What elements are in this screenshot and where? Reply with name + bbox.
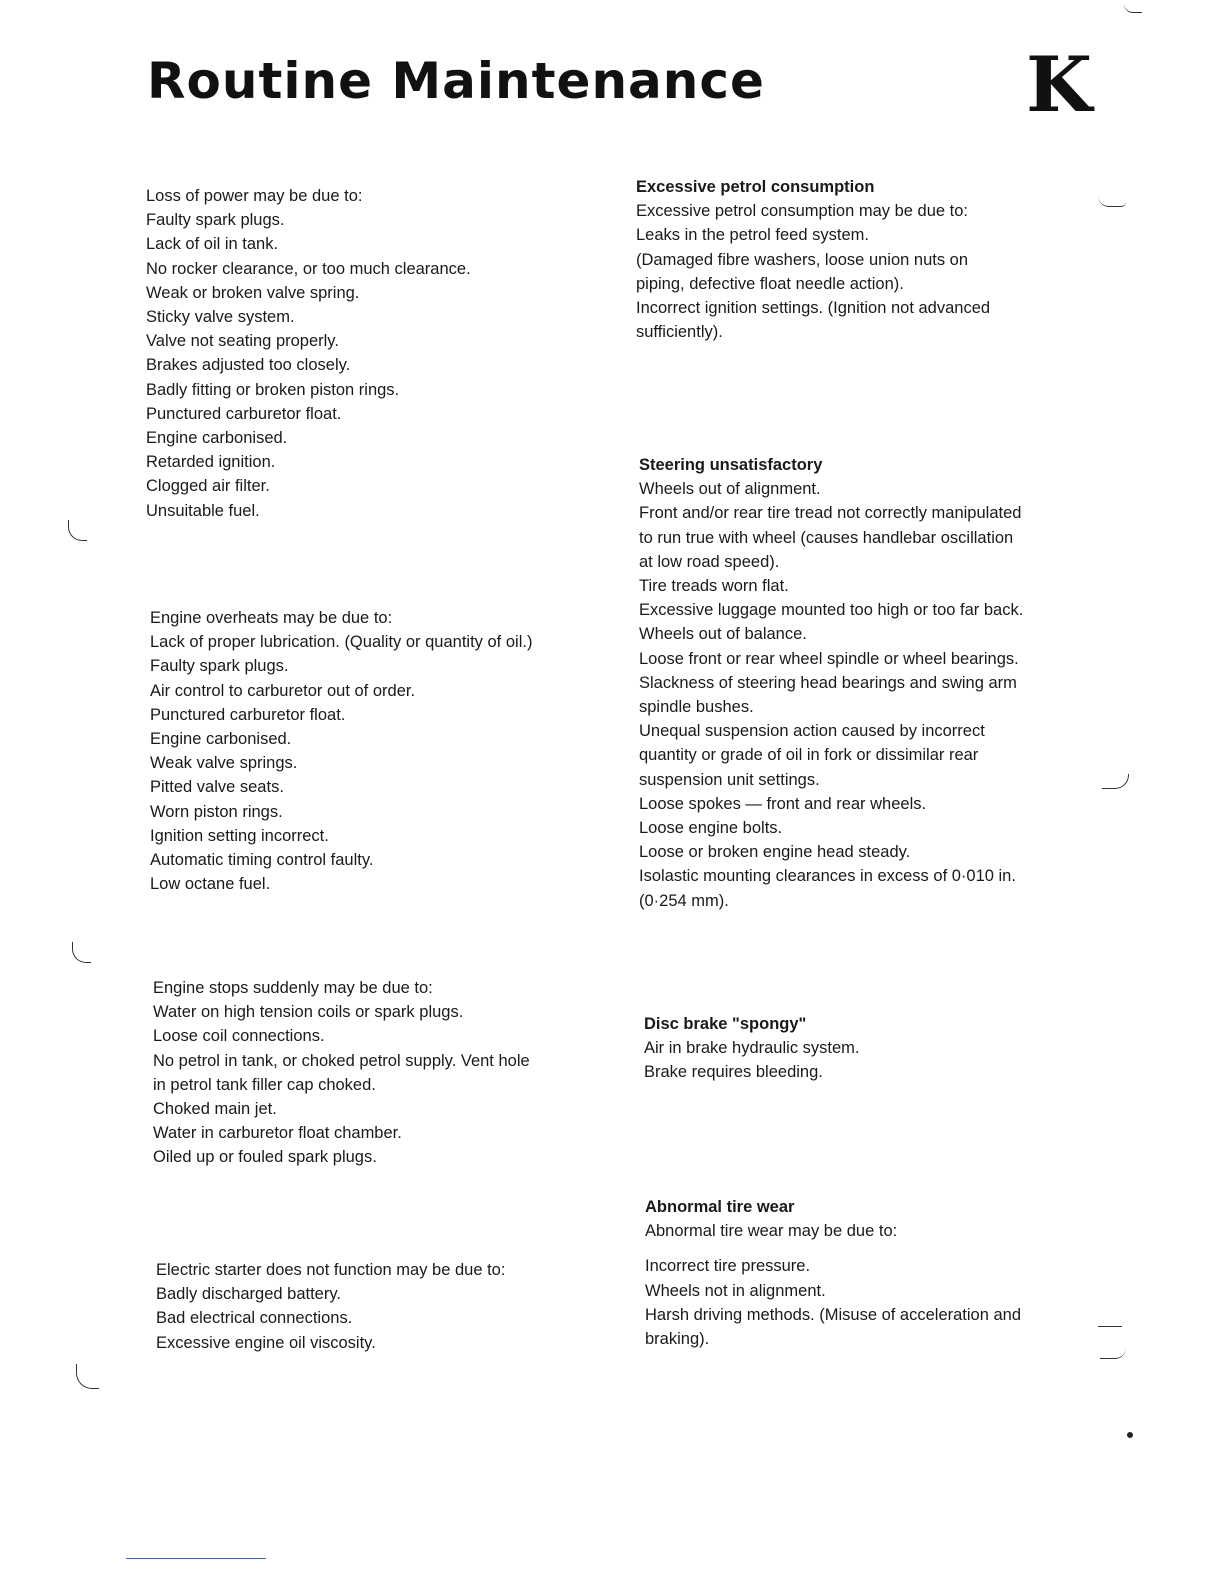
list-item: Unequal suspension action caused by incorrect bbox=[639, 722, 985, 741]
footer-rule bbox=[126, 1558, 266, 1559]
section-heading: Abnormal tire wear bbox=[645, 1198, 795, 1216]
steering-section bbox=[639, 453, 1089, 913]
list-item: Loose front or rear wheel spindle or wheel bearings. bbox=[639, 649, 1019, 668]
section-heading: Steering unsatisfactory bbox=[639, 456, 823, 474]
list-item: sufficiently). bbox=[636, 323, 723, 342]
list-item: to run true with wheel (causes handlebar oscillation bbox=[639, 528, 1014, 547]
list-item: Wheels out of alignment. bbox=[639, 480, 821, 499]
list-item: quantity or grade of oil in fork or dissimilar rear bbox=[639, 746, 979, 765]
list-item: Retarded ignition. bbox=[146, 453, 276, 472]
list-item: Water in carburetor float chamber. bbox=[153, 1124, 402, 1143]
section-intro: Abnormal tire wear may be due to: bbox=[645, 1222, 898, 1241]
list-item: Weak or broken valve spring. bbox=[146, 283, 360, 302]
list-item: Automatic timing control faulty. bbox=[150, 851, 374, 870]
scan-mark bbox=[68, 520, 87, 541]
scan-mark bbox=[1127, 1432, 1133, 1438]
list-item: (0·254 mm). bbox=[639, 891, 729, 910]
scan-mark bbox=[1098, 1326, 1122, 1327]
list-item: Pitted valve seats. bbox=[150, 778, 284, 797]
list-item: Faulty spark plugs. bbox=[146, 211, 285, 230]
loss-of-power-section bbox=[146, 184, 616, 523]
list-item: Punctured carburetor float. bbox=[146, 404, 342, 423]
abnormal-tire-wear-section bbox=[645, 1195, 1095, 1351]
list-item: Engine carbonised. bbox=[146, 429, 288, 448]
list-item: Brake requires bleeding. bbox=[644, 1063, 823, 1082]
list-item: Brakes adjusted too closely. bbox=[146, 356, 351, 375]
list-item: Air in brake hydraulic system. bbox=[644, 1039, 860, 1058]
list-item: at low road speed). bbox=[639, 552, 780, 571]
list-item: Leaks in the petrol feed system. bbox=[636, 226, 869, 245]
section-intro: Loss of power may be due to: bbox=[146, 187, 363, 205]
list-item: Badly discharged battery. bbox=[156, 1285, 341, 1304]
list-item: Excessive engine oil viscosity. bbox=[156, 1333, 376, 1352]
excessive-petrol-section bbox=[636, 175, 1086, 344]
disc-brake-section bbox=[644, 1012, 1094, 1085]
list-item: Excessive luggage mounted too high or too far back. bbox=[639, 601, 1024, 620]
list-item: Lack of oil in tank. bbox=[146, 235, 279, 254]
list-item: Water on high tension coils or spark plugs. bbox=[153, 1003, 464, 1022]
section-intro: Engine stops suddenly may be due to: bbox=[153, 979, 433, 997]
list-item: spindle bushes. bbox=[639, 698, 754, 717]
section-intro: Electric starter does not function may be due to: bbox=[156, 1261, 506, 1279]
list-item: Unsuitable fuel. bbox=[146, 501, 260, 520]
list-item: Incorrect ignition settings. (Ignition not advanced bbox=[636, 299, 991, 318]
list-item: Loose spokes — front and rear wheels. bbox=[639, 794, 927, 813]
list-item: Clogged air filter. bbox=[146, 477, 270, 496]
list-item: Air control to carburetor out of order. bbox=[150, 681, 416, 700]
list-item: Low octane fuel. bbox=[150, 875, 271, 894]
section-letter: K bbox=[1026, 40, 1093, 129]
page-title: Routine Maintenance bbox=[147, 52, 765, 110]
list-item: in petrol tank filler cap choked. bbox=[153, 1075, 376, 1094]
list-item: (Damaged fibre washers, loose union nuts on bbox=[636, 250, 969, 269]
list-item: Faulty spark plugs. bbox=[150, 657, 289, 676]
list-item: Choked main jet. bbox=[153, 1100, 277, 1119]
scan-mark bbox=[1102, 774, 1129, 789]
list-item: Wheels out of balance. bbox=[639, 625, 807, 644]
engine-overheats-section bbox=[150, 606, 620, 896]
list-item: Harsh driving methods. (Misuse of acceleration and bbox=[645, 1305, 1022, 1324]
section-heading: Disc brake "spongy" bbox=[644, 1015, 807, 1033]
list-item: Weak valve springs. bbox=[150, 754, 298, 773]
electric-starter-section bbox=[156, 1258, 626, 1355]
list-item: Sticky valve system. bbox=[146, 308, 295, 327]
list-item: Worn piston rings. bbox=[150, 802, 283, 821]
list-item: Slackness of steering head bearings and swing arm bbox=[639, 673, 1017, 692]
scan-mark bbox=[72, 942, 91, 963]
list-item: Bad electrical connections. bbox=[156, 1309, 353, 1328]
list-item: Excessive petrol consumption may be due to: bbox=[636, 202, 969, 221]
list-item: Wheels not in alignment. bbox=[645, 1281, 826, 1300]
list-item: Lack of proper lubrication. (Quality or quantity of oil.) bbox=[150, 633, 533, 652]
list-item: Engine carbonised. bbox=[150, 730, 292, 749]
list-item: Loose engine bolts. bbox=[639, 819, 783, 838]
section-heading: Excessive petrol consumption bbox=[636, 178, 875, 196]
list-item: Front and/or rear tire tread not correctly manipulated bbox=[639, 504, 1022, 523]
list-item: Isolastic mounting clearances in excess of 0·010 in. bbox=[639, 867, 1016, 886]
list-item: Loose coil connections. bbox=[153, 1027, 325, 1046]
list-item: piping, defective float needle action). bbox=[636, 274, 904, 293]
list-item: No petrol in tank, or choked petrol supply. Vent hole bbox=[153, 1051, 530, 1070]
engine-stops-section bbox=[153, 976, 623, 1170]
section-intro: Engine overheats may be due to: bbox=[150, 609, 393, 627]
scan-mark bbox=[76, 1364, 99, 1389]
list-item: Tire treads worn flat. bbox=[639, 577, 789, 596]
list-item: Oiled up or fouled spark plugs. bbox=[153, 1148, 377, 1167]
list-item: Punctured carburetor float. bbox=[150, 705, 346, 724]
list-item: Ignition setting incorrect. bbox=[150, 826, 329, 845]
list-item: suspension unit settings. bbox=[639, 770, 820, 789]
list-item: Valve not seating properly. bbox=[146, 332, 339, 351]
scan-mark bbox=[1100, 1348, 1126, 1359]
list-item: No rocker clearance, or too much clearance. bbox=[146, 259, 471, 278]
scan-mark bbox=[1098, 196, 1126, 207]
list-item: Incorrect tire pressure. bbox=[645, 1257, 811, 1276]
list-item: Loose or broken engine head steady. bbox=[639, 843, 911, 862]
scan-mark bbox=[1124, 4, 1142, 13]
list-item: braking). bbox=[645, 1330, 710, 1349]
list-item: Badly fitting or broken piston rings. bbox=[146, 380, 400, 399]
